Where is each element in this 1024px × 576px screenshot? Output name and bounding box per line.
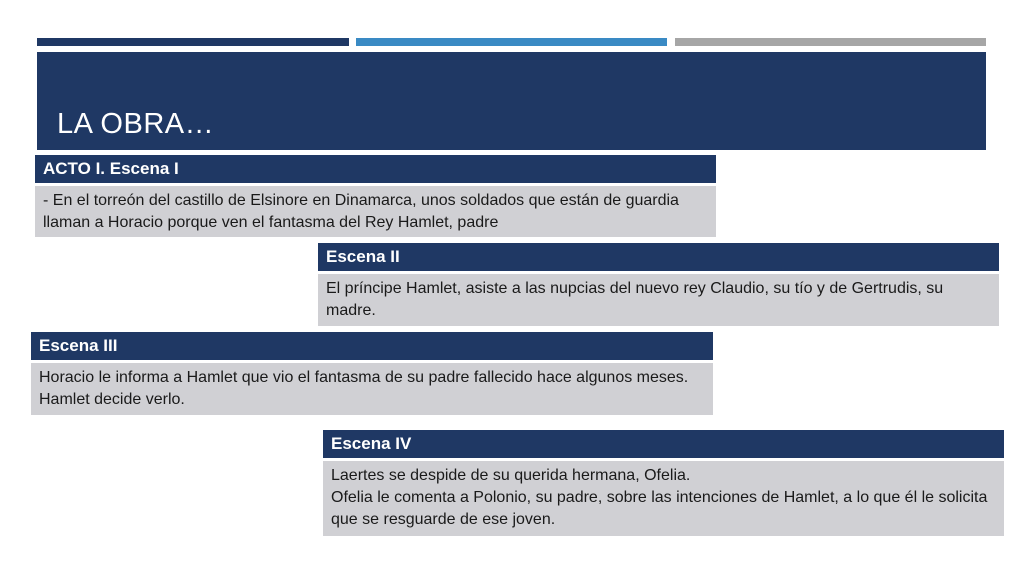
scene-card-escena-3 <box>31 332 713 415</box>
scene-description <box>318 274 999 326</box>
scene-header: Escena II <box>318 243 999 271</box>
scene-description <box>35 186 716 237</box>
scene-header: ACTO I. Escena I <box>35 155 716 183</box>
accent-stripe-blue <box>356 38 667 46</box>
scene-description <box>323 461 1004 536</box>
accent-stripe-navy <box>37 38 349 46</box>
title-banner <box>37 52 986 150</box>
scene-text-line: Ofelia le comenta a Polonio, su padre, sobre las intenciones de Hamlet, a lo que él le solicita que se resguarde de ese joven. <box>331 489 988 528</box>
scene-card-escena-4 <box>323 430 1004 536</box>
scene-text-line: Horacio le informa a Hamlet que vio el fantasma de su padre fallecido hace algunos meses. Hamlet decide verlo. <box>39 369 689 408</box>
scene-text-line: - En el torreón del castillo de Elsinore en Dinamarca, unos soldados que están de guardia llaman a Horacio porque ven el fantasma del Rey Hamlet, padre <box>43 192 679 231</box>
scene-description <box>31 363 713 415</box>
scene-text-line: Laertes se despide de su querida hermana, Ofelia. <box>331 467 691 484</box>
scene-card-acto-1-escena-1 <box>35 155 716 237</box>
scene-header: Escena III <box>31 332 713 360</box>
accent-stripe-gray <box>675 38 986 46</box>
slide-title: LA OBRA… <box>57 108 215 140</box>
scene-header: Escena IV <box>323 430 1004 458</box>
scene-text-line: El príncipe Hamlet, asiste a las nupcias del nuevo rey Claudio, su tío y de Gertrudis, su madre. <box>326 280 944 319</box>
scene-card-escena-2 <box>318 243 999 326</box>
